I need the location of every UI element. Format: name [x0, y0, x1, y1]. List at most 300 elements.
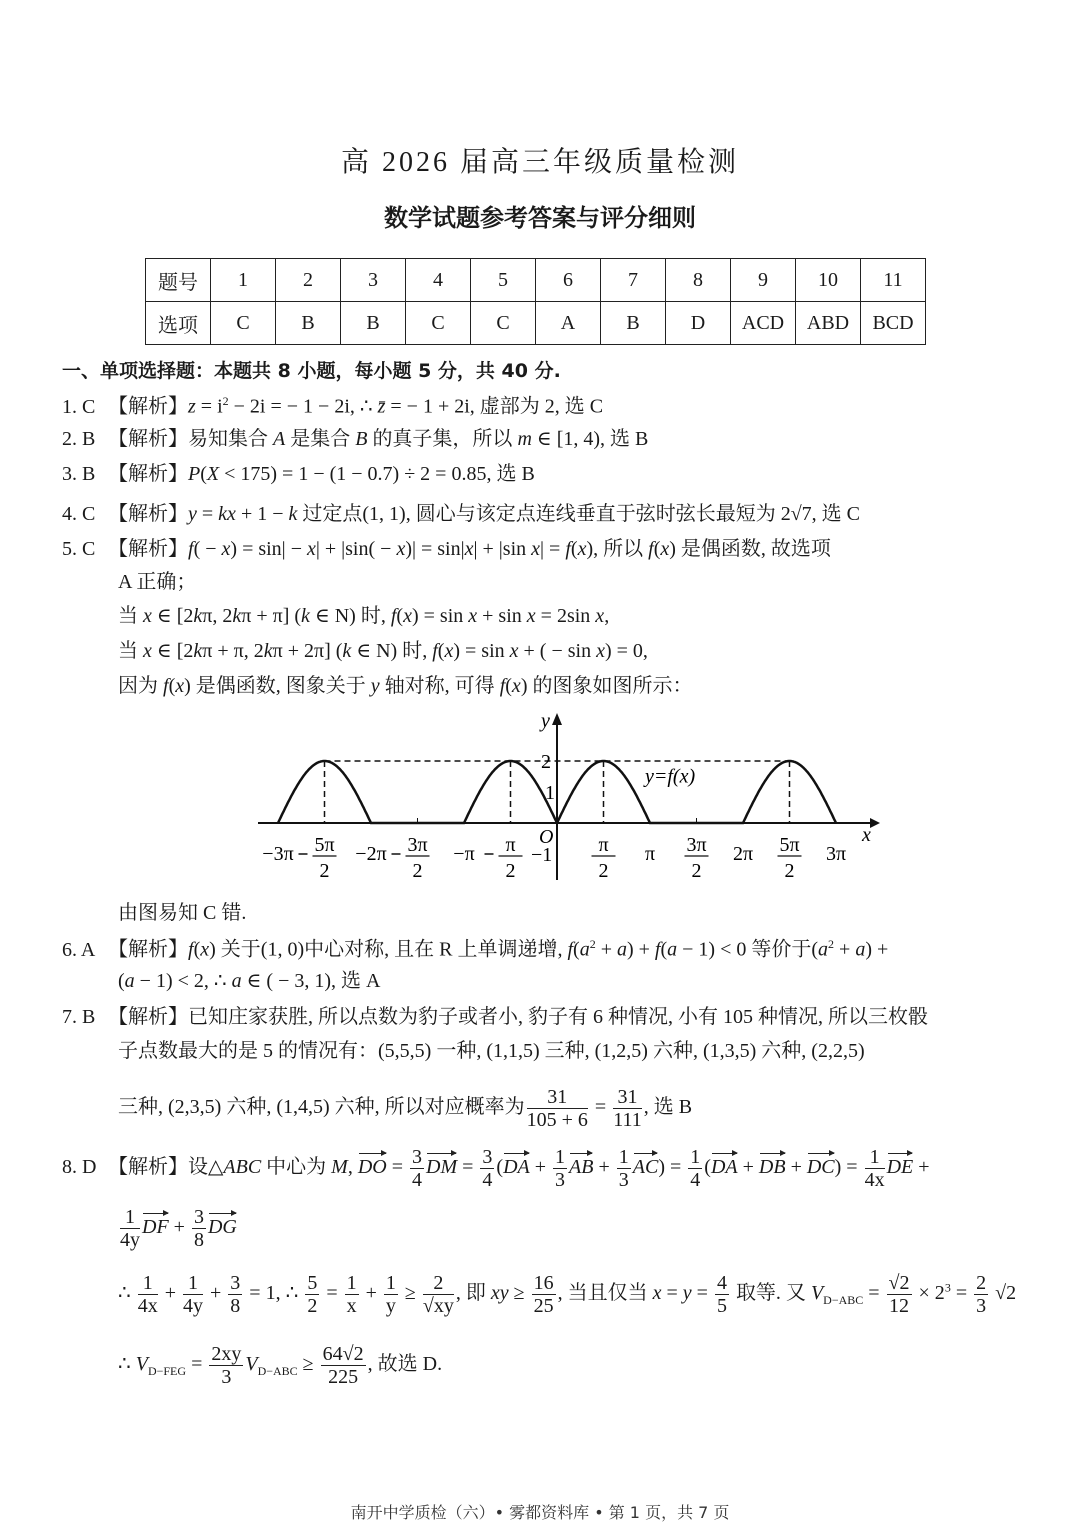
- text: 【解析】设△: [108, 1156, 224, 1179]
- text: = i: [195, 395, 223, 418]
- fraction: [228, 1272, 242, 1317]
- solution-line: [62, 1146, 930, 1191]
- text: , 选 B: [643, 1096, 693, 1119]
- question-number: 11: [861, 259, 926, 302]
- math-var: z̄: [377, 395, 386, 418]
- denominator: 8: [193, 1229, 204, 1251]
- denominator: 4y: [183, 1295, 204, 1317]
- fraction: [887, 1272, 912, 1317]
- math-var: kx: [218, 503, 236, 525]
- math-var: k: [301, 605, 310, 627]
- math-var: x: [444, 640, 454, 662]
- y-tick-label: 1: [545, 782, 555, 804]
- text: (: [437, 640, 445, 662]
- fraction: [715, 1272, 729, 1317]
- math-var: k: [193, 640, 203, 662]
- math-var: a: [231, 970, 242, 992]
- x-tick-label: −2π: [355, 843, 387, 865]
- math-var: x: [652, 1282, 662, 1305]
- text: ≥: [399, 1282, 421, 1305]
- text: ∈ ( − 3, 1), 选 A: [241, 970, 381, 992]
- text: 【解析】: [108, 538, 188, 560]
- math-var: V: [135, 1353, 148, 1376]
- text: =: [950, 1282, 973, 1305]
- answer-choice: BCD: [861, 302, 926, 345]
- x-axis-arrow-icon: [870, 818, 880, 828]
- text: 的真子集，所以: [367, 428, 518, 450]
- text: ) 关于(1, 0)中心对称, 且在 R 上单调递增,: [209, 938, 568, 961]
- text: − 2i = − 1 − 2i, ∴: [228, 395, 378, 418]
- text: =: [863, 1282, 885, 1305]
- solution-line: [118, 676, 692, 696]
- math-var: x: [306, 538, 316, 560]
- fraction: [192, 1206, 206, 1251]
- row-label: 题号: [146, 259, 211, 302]
- math-var: f: [499, 675, 506, 697]
- fraction: [480, 1146, 494, 1191]
- text: +: [159, 1282, 182, 1305]
- denominator: 8: [230, 1295, 241, 1317]
- fraction: [688, 1146, 702, 1191]
- text: ) 的图象如图所示：: [520, 675, 693, 697]
- denominator: 12: [889, 1295, 910, 1317]
- text: ) 是偶函数, 故选项: [669, 538, 831, 560]
- math-var: x: [660, 538, 670, 560]
- fraction: [613, 1086, 642, 1131]
- fraction: [617, 1146, 631, 1191]
- document-subtitle: 数学试题参考答案与评分细则: [384, 204, 696, 232]
- math-var: x: [396, 538, 406, 560]
- numerator: 1: [618, 1146, 629, 1168]
- solution-line: [62, 429, 648, 449]
- solution-line: [118, 1041, 865, 1061]
- denominator: x: [346, 1295, 357, 1317]
- vector: DC: [807, 1151, 835, 1177]
- denominator: 105 + 6: [526, 1109, 588, 1131]
- x-tick-label: π: [644, 843, 656, 865]
- math-var: k: [232, 605, 242, 627]
- superscript: 2: [828, 937, 835, 951]
- solution-line: [118, 971, 380, 991]
- fraction: [183, 1272, 203, 1317]
- numerator: 2: [423, 1272, 454, 1295]
- vector: AB: [569, 1151, 593, 1177]
- curve-label: y=f(x): [645, 765, 696, 788]
- document-title: 高 2026 届高三年级质量检测: [340, 147, 739, 178]
- fraction: [321, 1343, 366, 1388]
- text: (: [653, 538, 661, 560]
- solution-line: [118, 572, 196, 592]
- text: × 2: [913, 1282, 945, 1305]
- text: 因为: [118, 675, 163, 697]
- math-var: x: [464, 538, 474, 560]
- answer-choice: ABD: [796, 302, 861, 345]
- math-var: k: [193, 605, 203, 627]
- text: (: [704, 1156, 711, 1179]
- text: +: [593, 1156, 615, 1179]
- text: ∈ N) 时,: [351, 640, 433, 662]
- fraction: [423, 1272, 454, 1317]
- math-var: x: [221, 538, 231, 560]
- text: ) 是偶函数, 图象关于: [184, 675, 371, 697]
- solution-line: [62, 539, 831, 559]
- math-var: f: [567, 938, 574, 961]
- x-tick-label: 2π: [732, 843, 754, 865]
- answer-choice: B: [601, 302, 666, 345]
- math-var: f: [432, 640, 438, 662]
- numerator: 1: [138, 1272, 158, 1295]
- denominator: y: [385, 1295, 396, 1317]
- question-number: 5: [471, 259, 536, 302]
- text: < 175) = 1 − (1 − 0.7) ÷ 2 = 0.85, 选 B: [219, 463, 535, 485]
- text: 当: [118, 605, 143, 627]
- question-number: 2: [276, 259, 341, 302]
- denominator: 3: [555, 1169, 566, 1191]
- text: (: [505, 675, 512, 697]
- question-answer: 5. C: [62, 538, 96, 560]
- text: ) +: [626, 938, 655, 961]
- text: 由图易知 C 错.: [118, 902, 247, 924]
- text: =: [196, 503, 219, 525]
- math-var: a: [616, 938, 627, 961]
- fraction: [410, 1146, 424, 1191]
- fraction: [865, 1146, 885, 1191]
- text: =: [589, 1096, 612, 1119]
- text: 取等. 又: [730, 1282, 811, 1305]
- math-var: x: [200, 938, 210, 961]
- text: +: [205, 1282, 227, 1305]
- question-answer: 4. C: [62, 503, 96, 525]
- vector: DA: [503, 1151, 530, 1177]
- math-var: B: [355, 428, 368, 450]
- text: | + |sin: [473, 538, 532, 560]
- y-tick-label: −1: [531, 844, 553, 866]
- math-var: a: [579, 938, 590, 961]
- math-var: k: [288, 503, 298, 525]
- denominator: 25: [533, 1295, 554, 1317]
- text: ≥: [297, 1353, 319, 1376]
- text: = − 1 + 2i, 虚部为 2, 选 C: [385, 395, 604, 418]
- text: ∈ [2: [151, 605, 194, 627]
- math-var: V: [245, 1353, 258, 1376]
- math-var: y: [188, 503, 197, 525]
- numerator: 3: [482, 1146, 493, 1168]
- math-var: y: [370, 675, 380, 697]
- question-number: 7: [601, 259, 666, 302]
- text: ( −: [193, 538, 222, 560]
- text: ∈ N) 时,: [309, 605, 391, 627]
- x-tick-denominator: 2: [319, 860, 330, 882]
- text: ∈ [2: [151, 640, 194, 662]
- text: 是集合: [285, 428, 356, 450]
- text: ,: [347, 1156, 358, 1179]
- math-var: a: [124, 970, 135, 992]
- x-axis-label: x: [862, 824, 871, 846]
- math-var: x: [143, 605, 152, 627]
- denominator: 4y: [120, 1229, 140, 1251]
- question-answer: 2. B: [62, 428, 96, 450]
- math-var: z: [188, 395, 196, 418]
- answer-choice: ACD: [731, 302, 796, 345]
- numerator: 1: [385, 1272, 396, 1294]
- text: =: [691, 1282, 713, 1305]
- fraction: [209, 1343, 243, 1388]
- x-tick-denominator: 2: [598, 860, 609, 882]
- x-tick-numerator: 3π: [407, 834, 428, 856]
- text: (: [168, 675, 176, 697]
- math-var: a: [855, 938, 866, 961]
- math-var: k: [263, 640, 273, 662]
- vector: DE: [887, 1151, 914, 1177]
- text: 三种, (2,3,5) 六种, (1,4,5) 六种, 所以对应概率为: [118, 1096, 525, 1119]
- x-tick-denominator: 2: [784, 860, 795, 882]
- question-number: 4: [406, 259, 471, 302]
- math-var: xy: [490, 1282, 509, 1305]
- math-var: a: [667, 938, 678, 961]
- vector: DF: [142, 1211, 169, 1237]
- vector: DM: [426, 1151, 457, 1177]
- numerator: √2: [888, 1272, 910, 1294]
- math-var: f: [390, 605, 397, 627]
- text: +: [913, 1156, 930, 1179]
- math-var: P: [188, 463, 201, 485]
- text: 当: [118, 640, 143, 662]
- superscript: 2: [222, 394, 229, 408]
- superscript: 2: [589, 937, 596, 951]
- answer-table-answer-row: [146, 302, 926, 345]
- denominator: 5: [716, 1295, 727, 1317]
- numerator: 2: [976, 1272, 987, 1294]
- solution-line: [118, 606, 609, 626]
- denominator: 4x: [864, 1169, 885, 1191]
- text: + 1 −: [235, 503, 289, 525]
- denominator: 3: [618, 1169, 629, 1191]
- x-tick-numerator: π: [505, 834, 516, 856]
- math-var: x: [143, 640, 152, 662]
- fraction: [305, 1272, 319, 1317]
- text: )| = sin|: [405, 538, 465, 560]
- text: =: [321, 1282, 343, 1305]
- numerator: 5: [307, 1272, 318, 1294]
- text: (: [200, 463, 207, 485]
- fraction: [384, 1272, 398, 1317]
- text: 【解析】: [108, 938, 188, 961]
- fraction: [974, 1272, 988, 1317]
- question-number: 1: [211, 259, 276, 302]
- text: , 即: [455, 1282, 491, 1305]
- text: +: [168, 1216, 190, 1239]
- question-answer: 6. A: [62, 938, 96, 961]
- subscript: D−FEG: [147, 1364, 187, 1379]
- subscript: D−ABC: [257, 1364, 298, 1379]
- text: ) =: [834, 1156, 863, 1179]
- answer-choice: B: [341, 302, 406, 345]
- function-graph: [250, 705, 890, 890]
- text: ,: [604, 605, 610, 627]
- text: + sin: [477, 605, 527, 627]
- question-answer: 1. C: [62, 395, 96, 418]
- text: (: [496, 1156, 504, 1179]
- section-heading: 一、单项选择题：本题共 8 小题，每小题 5 分，共 40 分.: [62, 360, 561, 382]
- text: ) +: [865, 938, 889, 961]
- solution-line: [118, 641, 648, 661]
- numerator: 16: [533, 1272, 554, 1294]
- math-var: k: [342, 640, 352, 662]
- text: ∴: [118, 1282, 136, 1305]
- text: 【解析】易知集合: [108, 428, 273, 450]
- numerator: 1: [690, 1146, 701, 1168]
- denominator: 3: [221, 1366, 232, 1388]
- text: ) = sin: [453, 640, 510, 662]
- text: 轴对称, 可得: [379, 675, 500, 697]
- answer-choice: A: [536, 302, 601, 345]
- numerator: 31: [527, 1086, 588, 1109]
- text: =: [386, 1156, 409, 1179]
- question-number: 9: [731, 259, 796, 302]
- y-axis-label: y: [541, 710, 550, 732]
- text: − 1) < 0 等价于(: [677, 938, 819, 961]
- text: π + π, 2: [202, 640, 264, 662]
- text: ) = sin: [411, 605, 469, 627]
- denominator: 2: [307, 1295, 318, 1317]
- solution-line: [118, 1272, 1016, 1317]
- text: ) = 0,: [604, 640, 648, 662]
- text: +: [595, 938, 617, 961]
- fraction: [553, 1146, 567, 1191]
- answer-table: [145, 258, 926, 345]
- numerator: 64√2: [322, 1343, 364, 1365]
- answer-choice: C: [211, 302, 276, 345]
- x-tick-numerator: 5π: [779, 834, 800, 856]
- text: (: [570, 538, 578, 560]
- x-tick-numerator: 5π: [314, 834, 335, 856]
- text: (: [396, 605, 404, 627]
- text: | + |sin( −: [315, 538, 397, 560]
- math-var: x: [403, 605, 412, 627]
- text: √2: [990, 1282, 1017, 1305]
- math-var: f: [188, 538, 194, 560]
- text: , 当且仅当: [557, 1282, 653, 1305]
- math-var: x: [595, 605, 605, 627]
- math-var: f: [654, 938, 661, 961]
- math-var: X: [206, 463, 220, 485]
- text: = 2sin: [535, 605, 596, 627]
- y-axis-arrow-icon: [552, 713, 562, 725]
- text: +: [360, 1282, 382, 1305]
- text: | =: [540, 538, 566, 560]
- x-tick-label: 3π: [825, 843, 847, 865]
- text: =: [457, 1156, 479, 1179]
- math-var: M: [331, 1156, 348, 1179]
- math-var: x: [526, 605, 536, 627]
- text: 中心为: [261, 1156, 332, 1179]
- solution-line: [62, 504, 860, 524]
- x-tick-denominator: 2: [412, 860, 423, 882]
- text: 【解析】: [108, 503, 188, 525]
- denominator: √xy: [422, 1295, 454, 1317]
- question-number: 10: [796, 259, 861, 302]
- text: +: [834, 938, 856, 961]
- answer-choice: C: [471, 302, 536, 345]
- text: ∴: [118, 1353, 136, 1376]
- y-tick-label: 2: [541, 751, 551, 773]
- fraction: [527, 1086, 588, 1131]
- solution-line: [118, 903, 246, 923]
- text: 【解析】已知庄家获胜, 所以点数为豹子或者小, 豹子有 6 种情况, 小有 105 种情况, 所以三枚骰: [108, 1006, 928, 1028]
- origin-label: O: [539, 826, 554, 848]
- text: ) = sin| −: [230, 538, 307, 560]
- x-tick-label: −3π: [262, 843, 294, 865]
- text: 子点数最大的是 5 的情况有：(5,5,5) 一种, (1,1,5) 三种, (1,2,5) 六种, (1,3,5) 六种, (2,2,5): [118, 1040, 865, 1062]
- fraction: [532, 1272, 556, 1317]
- text: π + π] (: [241, 605, 302, 627]
- question-answer: 3. B: [62, 463, 96, 485]
- numerator: 1: [120, 1206, 140, 1229]
- solution-line: [62, 464, 535, 484]
- math-var: y: [682, 1282, 692, 1305]
- subscript: D−ABC: [823, 1293, 864, 1308]
- x-tick-numerator: π: [598, 834, 609, 856]
- math-var: ABC: [223, 1156, 262, 1179]
- numerator: 2xy: [211, 1343, 242, 1365]
- solution-line: [118, 1086, 692, 1131]
- question-number: 8: [666, 259, 731, 302]
- math-var: x: [531, 538, 541, 560]
- math-var: A: [273, 428, 286, 450]
- denominator: 4: [412, 1169, 423, 1191]
- answer-choice: D: [666, 302, 731, 345]
- denominator: 111: [613, 1109, 642, 1131]
- numerator: 3: [193, 1206, 204, 1228]
- math-var: x: [511, 675, 521, 697]
- page-footer: 南开中学质检（六）• 雾都资料库 • 第 1 页，共 7 页: [350, 1503, 730, 1522]
- x-tick-numerator: 3π: [686, 834, 707, 856]
- text: − 1) < 2, ∴: [134, 970, 232, 992]
- vector: AC: [633, 1151, 659, 1177]
- text: =: [186, 1353, 208, 1376]
- text: +: [529, 1156, 552, 1179]
- numerator: 1: [346, 1272, 357, 1294]
- math-var: m: [517, 428, 532, 450]
- numerator: 31: [613, 1086, 642, 1109]
- text: 过定点(1, 1), 圆心与该定点连线垂直于弦时弦长最短为 2√7, 选 C: [297, 503, 861, 525]
- math-var: x: [509, 640, 519, 662]
- math-var: a: [818, 938, 829, 961]
- fraction: [120, 1206, 140, 1251]
- math-var: f: [565, 538, 571, 560]
- solution-line: [62, 1007, 928, 1027]
- math-var: x: [596, 640, 605, 662]
- text: 【解析】: [108, 395, 188, 418]
- question-number: 3: [341, 259, 406, 302]
- math-var: x: [577, 538, 587, 560]
- text: ≥: [508, 1282, 530, 1305]
- math-var: f: [163, 675, 169, 697]
- denominator: 4: [482, 1169, 493, 1191]
- math-var: f: [648, 538, 654, 560]
- fraction: [138, 1272, 158, 1317]
- question-answer: 7. B: [62, 1006, 96, 1028]
- answer-table-number-row: [146, 259, 926, 302]
- answer-choice: C: [406, 302, 471, 345]
- denominator: 4: [690, 1169, 701, 1191]
- vector: DO: [358, 1151, 387, 1177]
- numerator: 1: [865, 1146, 885, 1169]
- vector: DA: [711, 1151, 738, 1177]
- numerator: 3: [230, 1272, 241, 1294]
- question-number: 6: [536, 259, 601, 302]
- fraction: [345, 1272, 359, 1317]
